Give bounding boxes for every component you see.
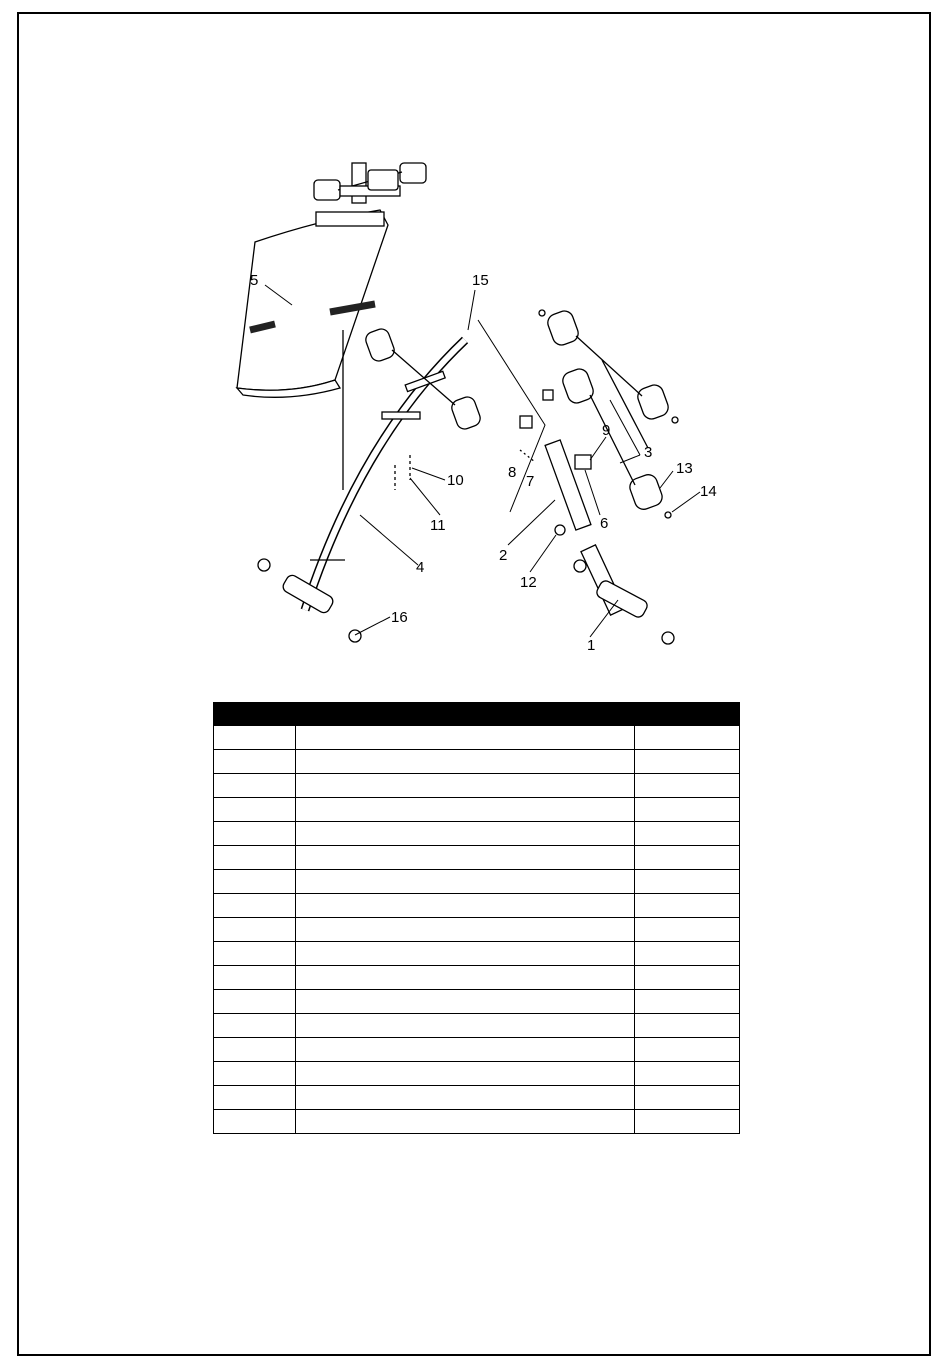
table-row <box>214 726 740 750</box>
table-cell <box>214 1086 296 1110</box>
header-cell <box>635 703 740 726</box>
table-cell <box>214 990 296 1014</box>
header-cell <box>296 703 635 726</box>
table-cell <box>635 726 740 750</box>
table-cell <box>296 894 635 918</box>
table-cell <box>296 942 635 966</box>
table-row <box>214 1110 740 1134</box>
table-cell <box>214 894 296 918</box>
table-row <box>214 918 740 942</box>
label-part-10: 10 <box>447 472 464 489</box>
table-cell <box>214 798 296 822</box>
table-row <box>214 1038 740 1062</box>
table-row <box>214 966 740 990</box>
table-row <box>214 846 740 870</box>
table-row <box>214 798 740 822</box>
table-cell <box>296 822 635 846</box>
label-part-1: 1 <box>587 637 596 654</box>
table-cell <box>635 918 740 942</box>
table-cell <box>296 918 635 942</box>
table-cell <box>296 798 635 822</box>
table-cell <box>635 1038 740 1062</box>
table-row <box>214 1086 740 1110</box>
label-part-11: 11 <box>430 517 446 534</box>
table-cell <box>296 774 635 798</box>
table-cell <box>296 1110 635 1134</box>
table-cell <box>635 870 740 894</box>
table-cell <box>296 750 635 774</box>
table-cell <box>296 846 635 870</box>
table-row <box>214 942 740 966</box>
table-cell <box>635 894 740 918</box>
table-cell <box>214 1014 296 1038</box>
table-cell <box>296 726 635 750</box>
label-part-3: 3 <box>644 444 653 461</box>
table-cell <box>214 918 296 942</box>
label-part-16: 16 <box>391 609 408 626</box>
header-cell <box>214 703 296 726</box>
table-cell <box>635 1062 740 1086</box>
table-cell <box>635 822 740 846</box>
label-part-12: 12 <box>520 574 537 591</box>
table-cell <box>214 1110 296 1134</box>
table-row <box>214 1062 740 1086</box>
table-cell <box>214 822 296 846</box>
exploded-assembly-diagram <box>0 0 950 680</box>
table-cell <box>214 750 296 774</box>
table-cell <box>296 870 635 894</box>
table-cell <box>214 726 296 750</box>
table-row <box>214 870 740 894</box>
label-part-15: 15 <box>472 272 489 289</box>
table-cell <box>296 1062 635 1086</box>
table-row <box>214 1014 740 1038</box>
table-cell <box>296 1014 635 1038</box>
table-row <box>214 750 740 774</box>
table-cell <box>635 1110 740 1134</box>
table-cell <box>635 846 740 870</box>
table-cell <box>635 750 740 774</box>
table-header-row <box>214 703 740 726</box>
label-part-13: 13 <box>676 460 693 477</box>
table-cell <box>635 1014 740 1038</box>
parts-list-table <box>213 702 740 1134</box>
table-cell <box>635 1086 740 1110</box>
table-cell <box>635 966 740 990</box>
table-row <box>214 894 740 918</box>
label-part-9: 9 <box>602 422 611 439</box>
table-row <box>214 990 740 1014</box>
backrest-pad <box>237 163 426 490</box>
table-cell <box>214 966 296 990</box>
table-row <box>214 774 740 798</box>
table-cell <box>214 942 296 966</box>
table-row <box>214 822 740 846</box>
table-cell <box>296 1038 635 1062</box>
table-cell <box>296 966 635 990</box>
table-cell <box>635 990 740 1014</box>
table-cell <box>214 1062 296 1086</box>
label-part-2: 2 <box>499 547 508 564</box>
table-cell <box>214 870 296 894</box>
table-cell <box>635 942 740 966</box>
table-cell <box>214 846 296 870</box>
label-part-8: 8 <box>508 464 517 481</box>
table-cell <box>296 990 635 1014</box>
table-cell <box>296 1086 635 1110</box>
parts-table-body <box>214 726 740 1134</box>
table-cell <box>635 798 740 822</box>
label-part-14: 14 <box>700 483 717 500</box>
label-part-7: 7 <box>526 473 535 490</box>
label-part-5: 5 <box>250 272 259 289</box>
table-cell <box>635 774 740 798</box>
front-leg-assembly <box>520 390 674 644</box>
table-cell <box>214 774 296 798</box>
table-cell <box>214 1038 296 1062</box>
label-part-6: 6 <box>600 515 609 532</box>
label-part-4: 4 <box>416 559 425 576</box>
